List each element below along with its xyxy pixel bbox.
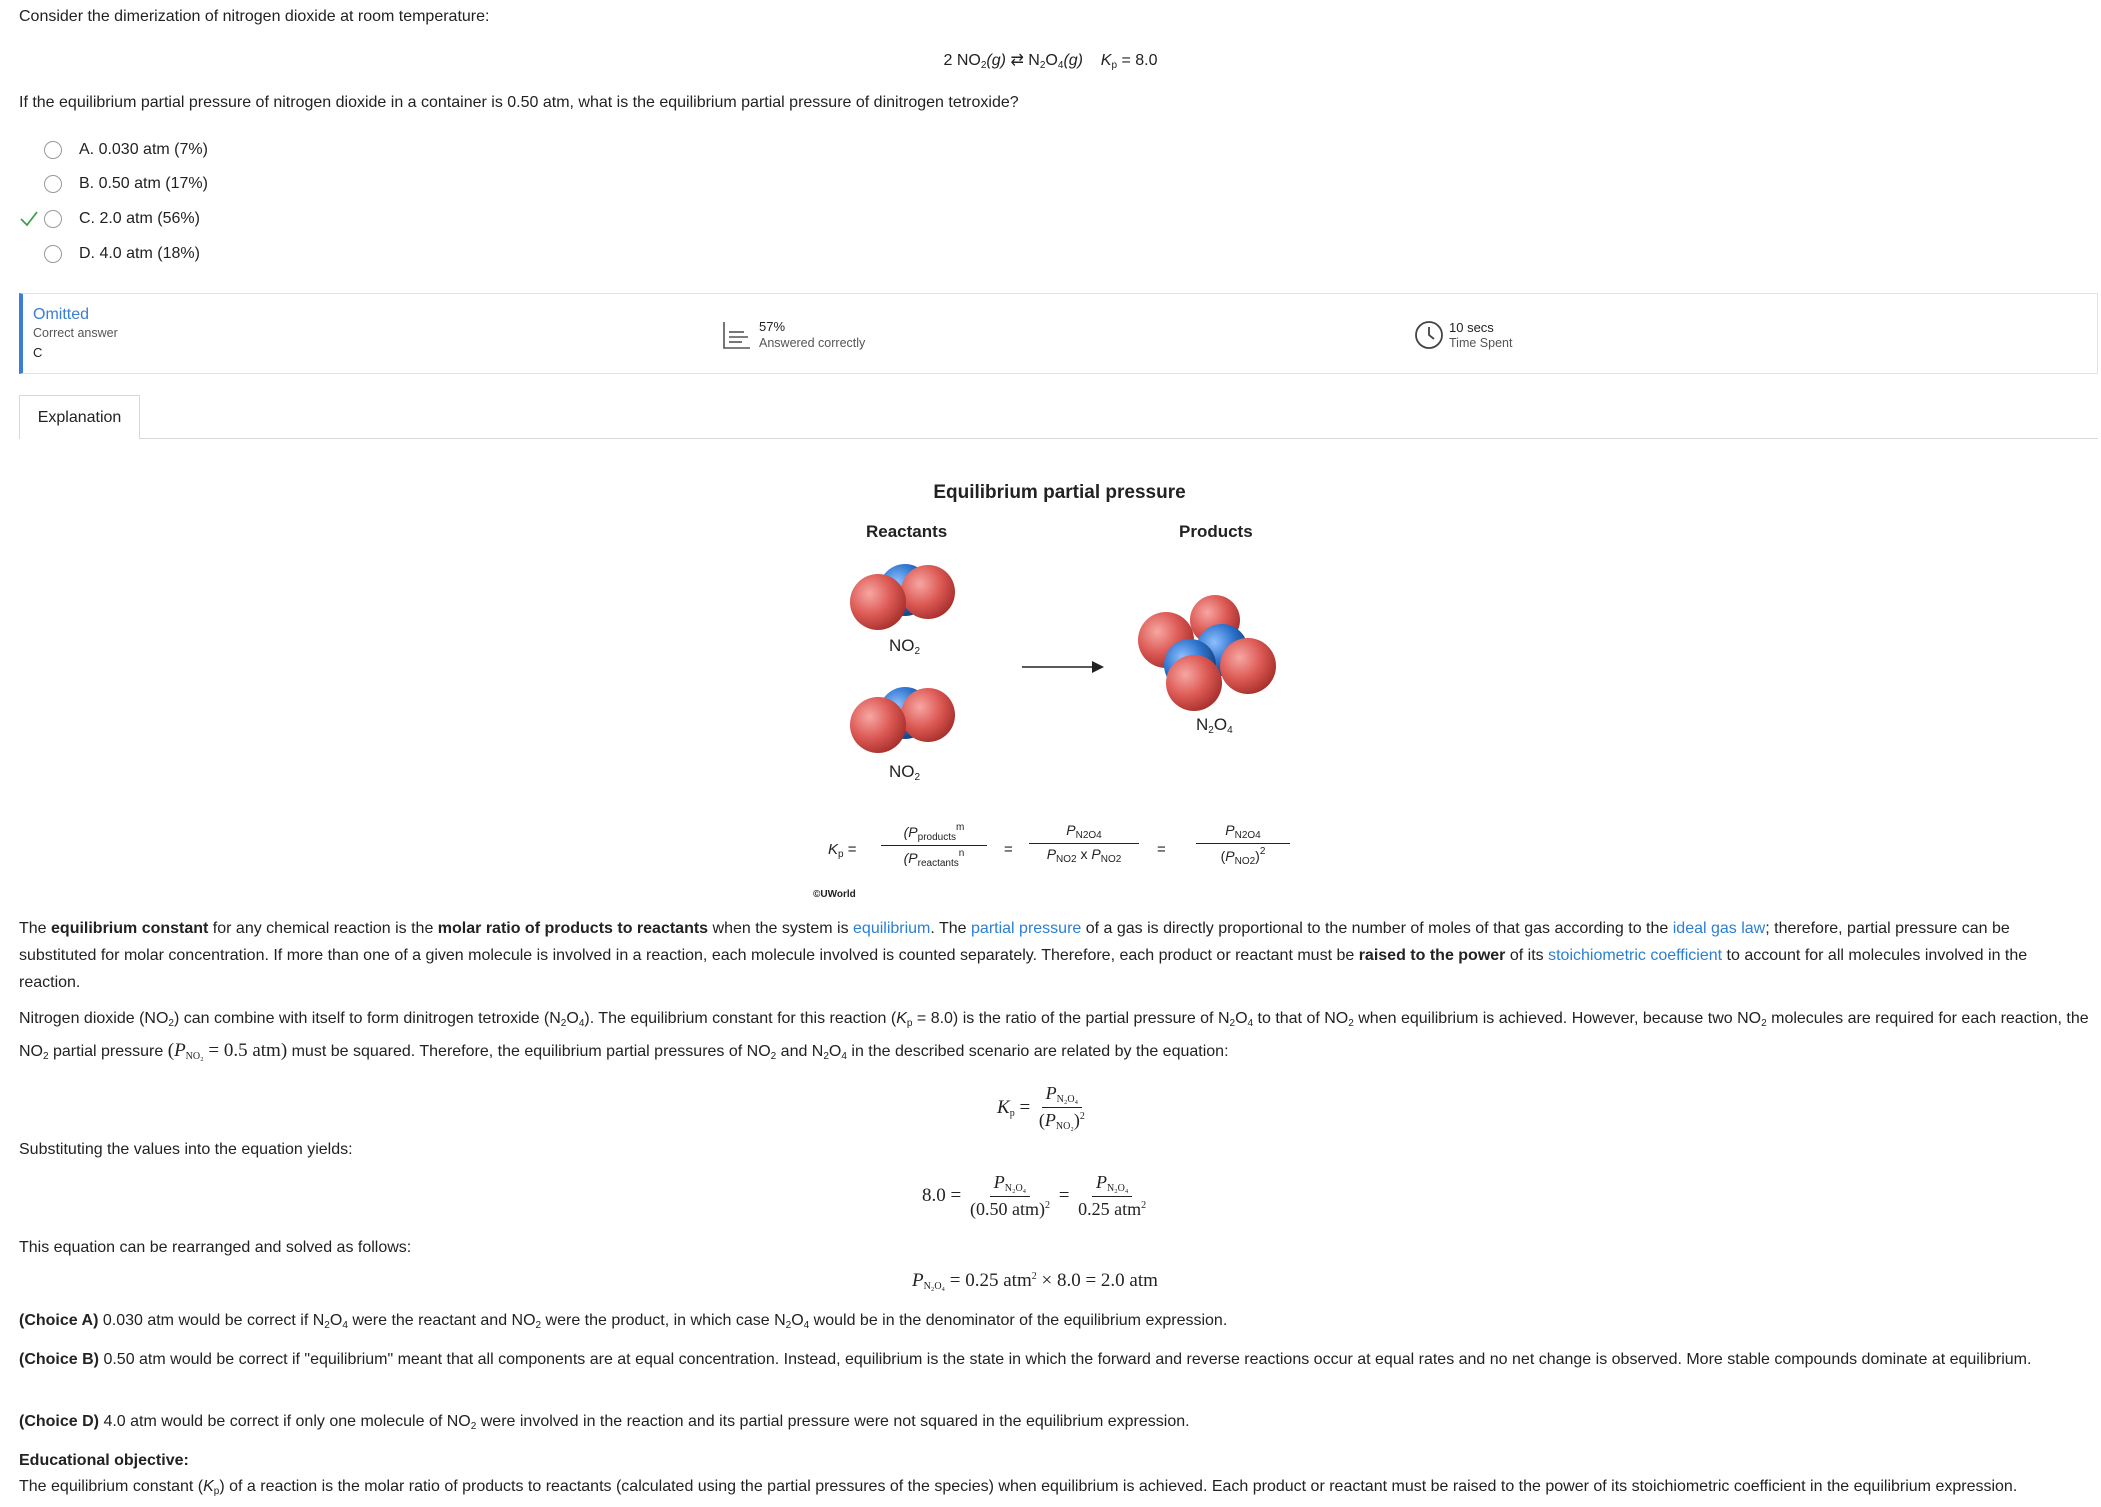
explanation-paragraph-2: Nitrogen dioxide $(NO_2)$ can combine with itself to form dinitrogen tetroxide $(N_2O_4)$. The equilibrium constant for this reaction $(K_p = 8.0)$ is the ratio of the partial pressure of $N_2O_4$ to that of $NO_2$ when equilibrium is achieved. However, because two $NO_2$ molecules are required for each reaction, the $NO_2$ partial pressure ($P_{NO_2} = 0.5$ atm) must be squared. Therefore, the equilibrium partial pressures of $NO_2$ and $N_2O_4$ in the described scenario are related by the equation: bbox=[19, 1010, 2089, 1062]
arrow-head-icon bbox=[1092, 661, 1104, 673]
kp-equation: $K_p$ = $\frac{P_{N_2O_4}}{(P_{NO_2})^2}$ bbox=[997, 1083, 1085, 1132]
radio-button[interactable] bbox=[44, 245, 62, 263]
radio-button[interactable] bbox=[44, 210, 62, 228]
tab-explanation[interactable]: Explanation bbox=[19, 395, 140, 439]
choice-a[interactable] bbox=[44, 137, 208, 163]
objective-text: The equilibrium constant $(K_p)$ of a reaction is the molar ratio of products to reactants (calculated using the partial pressures of the species) when equilibrium is achieved. Each product or reactant must be raised to the power of its stoichiometric coefficient in the equilibrium expression. bbox=[19, 1478, 2018, 1497]
no2-molecule-bottom bbox=[850, 687, 955, 753]
no2-label-bottom: $NO_2$ bbox=[889, 762, 921, 783]
percent-correct: 57% bbox=[759, 319, 786, 334]
equals-sign: = bbox=[1157, 841, 1166, 858]
link-stoichiometric-coefficient[interactable]: stoichiometric coefficient bbox=[1548, 947, 1723, 964]
solution-equation: $P_{N_2O_4} = 0.25$ atm$^2$ × 8.0 = 2.0 atm bbox=[912, 1270, 1158, 1292]
choice-label: C. 2.0 atm (56%) bbox=[79, 210, 200, 227]
radio-button[interactable] bbox=[44, 141, 62, 159]
bar-list-icon bbox=[722, 320, 752, 350]
link-equilibrium[interactable]: equilibrium bbox=[853, 920, 931, 937]
time-spent: 10 secs bbox=[1449, 320, 1494, 335]
products-label: Products bbox=[1179, 522, 1253, 541]
choice-d-explanation: (Choice D) 4.0 atm would be correct if only one molecule of $NO_2$ were involved in the reaction and its partial pressure were not squared in the equilibrium expression. bbox=[19, 1413, 1190, 1432]
correct-answer-value: C bbox=[33, 345, 43, 360]
choice-a-explanation: (Choice A) 0.030 atm would be correct if $N_2O_4$ were the reactant and $NO_2$ were the product, in which case $N_2O_4$ would be in the denominator of the equilibrium expression. bbox=[19, 1312, 1228, 1331]
figure-frac-2: $P_{N2O4}$ $P_{NO2}$ x $P_{NO2}$ bbox=[1029, 822, 1139, 865]
n2o4-label: $N_2O_4$ bbox=[1196, 715, 1233, 736]
choice-b-explanation: (Choice B) 0.50 atm would be correct if "equilibrium" meant that all components are at equal concentration. Instead, equilibrium is the state in which the forward and reverse reactions occur at equal rates and no net change is observed. More stable compounds dominate at equilibrium. bbox=[19, 1351, 2032, 1368]
figure-frac-3: $P_{N2O4}$ $(P_{NO2})^2$ bbox=[1196, 822, 1290, 867]
choice-c[interactable] bbox=[44, 206, 200, 232]
reaction-equation: 2 $NO_2(g)$ ⇄ $N_2O_4(g)$ $K_p = 8.0$ bbox=[943, 52, 1158, 71]
no2-label-top: $NO_2$ bbox=[889, 636, 921, 657]
n2o4-molecule bbox=[1138, 595, 1276, 711]
radio-button[interactable] bbox=[44, 175, 62, 193]
question-intro: Consider the dimerization of nitrogen dioxide at room temperature: bbox=[19, 8, 490, 25]
reactants-label: Reactants bbox=[866, 522, 948, 541]
choice-b[interactable] bbox=[44, 171, 208, 197]
copyright-uworld: ©UWorld bbox=[813, 889, 856, 900]
clock-icon bbox=[1414, 320, 1444, 350]
percent-correct-label: Answered correctly bbox=[759, 336, 866, 350]
check-icon bbox=[19, 209, 39, 229]
equals-sign: = bbox=[1004, 841, 1013, 858]
choice-label: A. 0.030 atm (7%) bbox=[79, 141, 208, 158]
choice-d[interactable] bbox=[44, 241, 200, 267]
choice-label: D. 4.0 atm (18%) bbox=[79, 245, 200, 262]
tab-divider bbox=[140, 438, 2098, 439]
figure-kp-expression: $K_p$ = bbox=[828, 841, 857, 860]
no2-molecule-top bbox=[850, 564, 955, 630]
result-stats-panel bbox=[19, 293, 2098, 374]
molecule-diagram bbox=[830, 540, 1300, 800]
substitution-equation: 8.0 = $\frac{P_{N_2O_4}}{(0.50 atm)^2}$ = $\frac{P_{N_2O_4}}{0.25 atm^2}$ bbox=[922, 1172, 1147, 1219]
link-ideal-gas-law[interactable]: ideal gas law bbox=[1672, 920, 1766, 937]
link-partial-pressure[interactable]: partial pressure bbox=[971, 920, 1082, 937]
figure-title: Equilibrium partial pressure bbox=[933, 482, 1186, 503]
substituting-text: Substituting the values into the equation yields: bbox=[19, 1141, 353, 1158]
question-prompt: If the equilibrium partial pressure of nitrogen dioxide in a container is 0.50 atm, what is the equilibrium partial pressure of dinitrogen tetroxide? bbox=[19, 94, 1019, 111]
objective-title: Educational objective: bbox=[19, 1452, 189, 1469]
status-omitted: Omitted bbox=[33, 306, 90, 323]
correct-answer-label: Correct answer bbox=[33, 326, 118, 340]
explanation-paragraph-1: The equilibrium constant for any chemical reaction is the molar ratio of products to reactants when the system is equilibrium. The partial pressure of a gas is directly proportional to the number of moles of that gas according to the ideal gas law; therefore, partial pressure can be substituted for molar concentration. If more than one of a given molecule is involved in a reaction, each molecule involved is counted separately. Therefore, each product or reactant must be raised to the power of its stoichiometric coefficient to account for all molecules involved in the reaction. bbox=[19, 920, 2028, 991]
figure-frac-1: ($P_{products}^m$ ($P_{reactants}^n$ bbox=[881, 822, 987, 869]
choice-label: B. 0.50 atm (17%) bbox=[79, 175, 208, 192]
rearranged-text: This equation can be rearranged and solved as follows: bbox=[19, 1239, 412, 1256]
time-spent-label: Time Spent bbox=[1449, 336, 1513, 350]
